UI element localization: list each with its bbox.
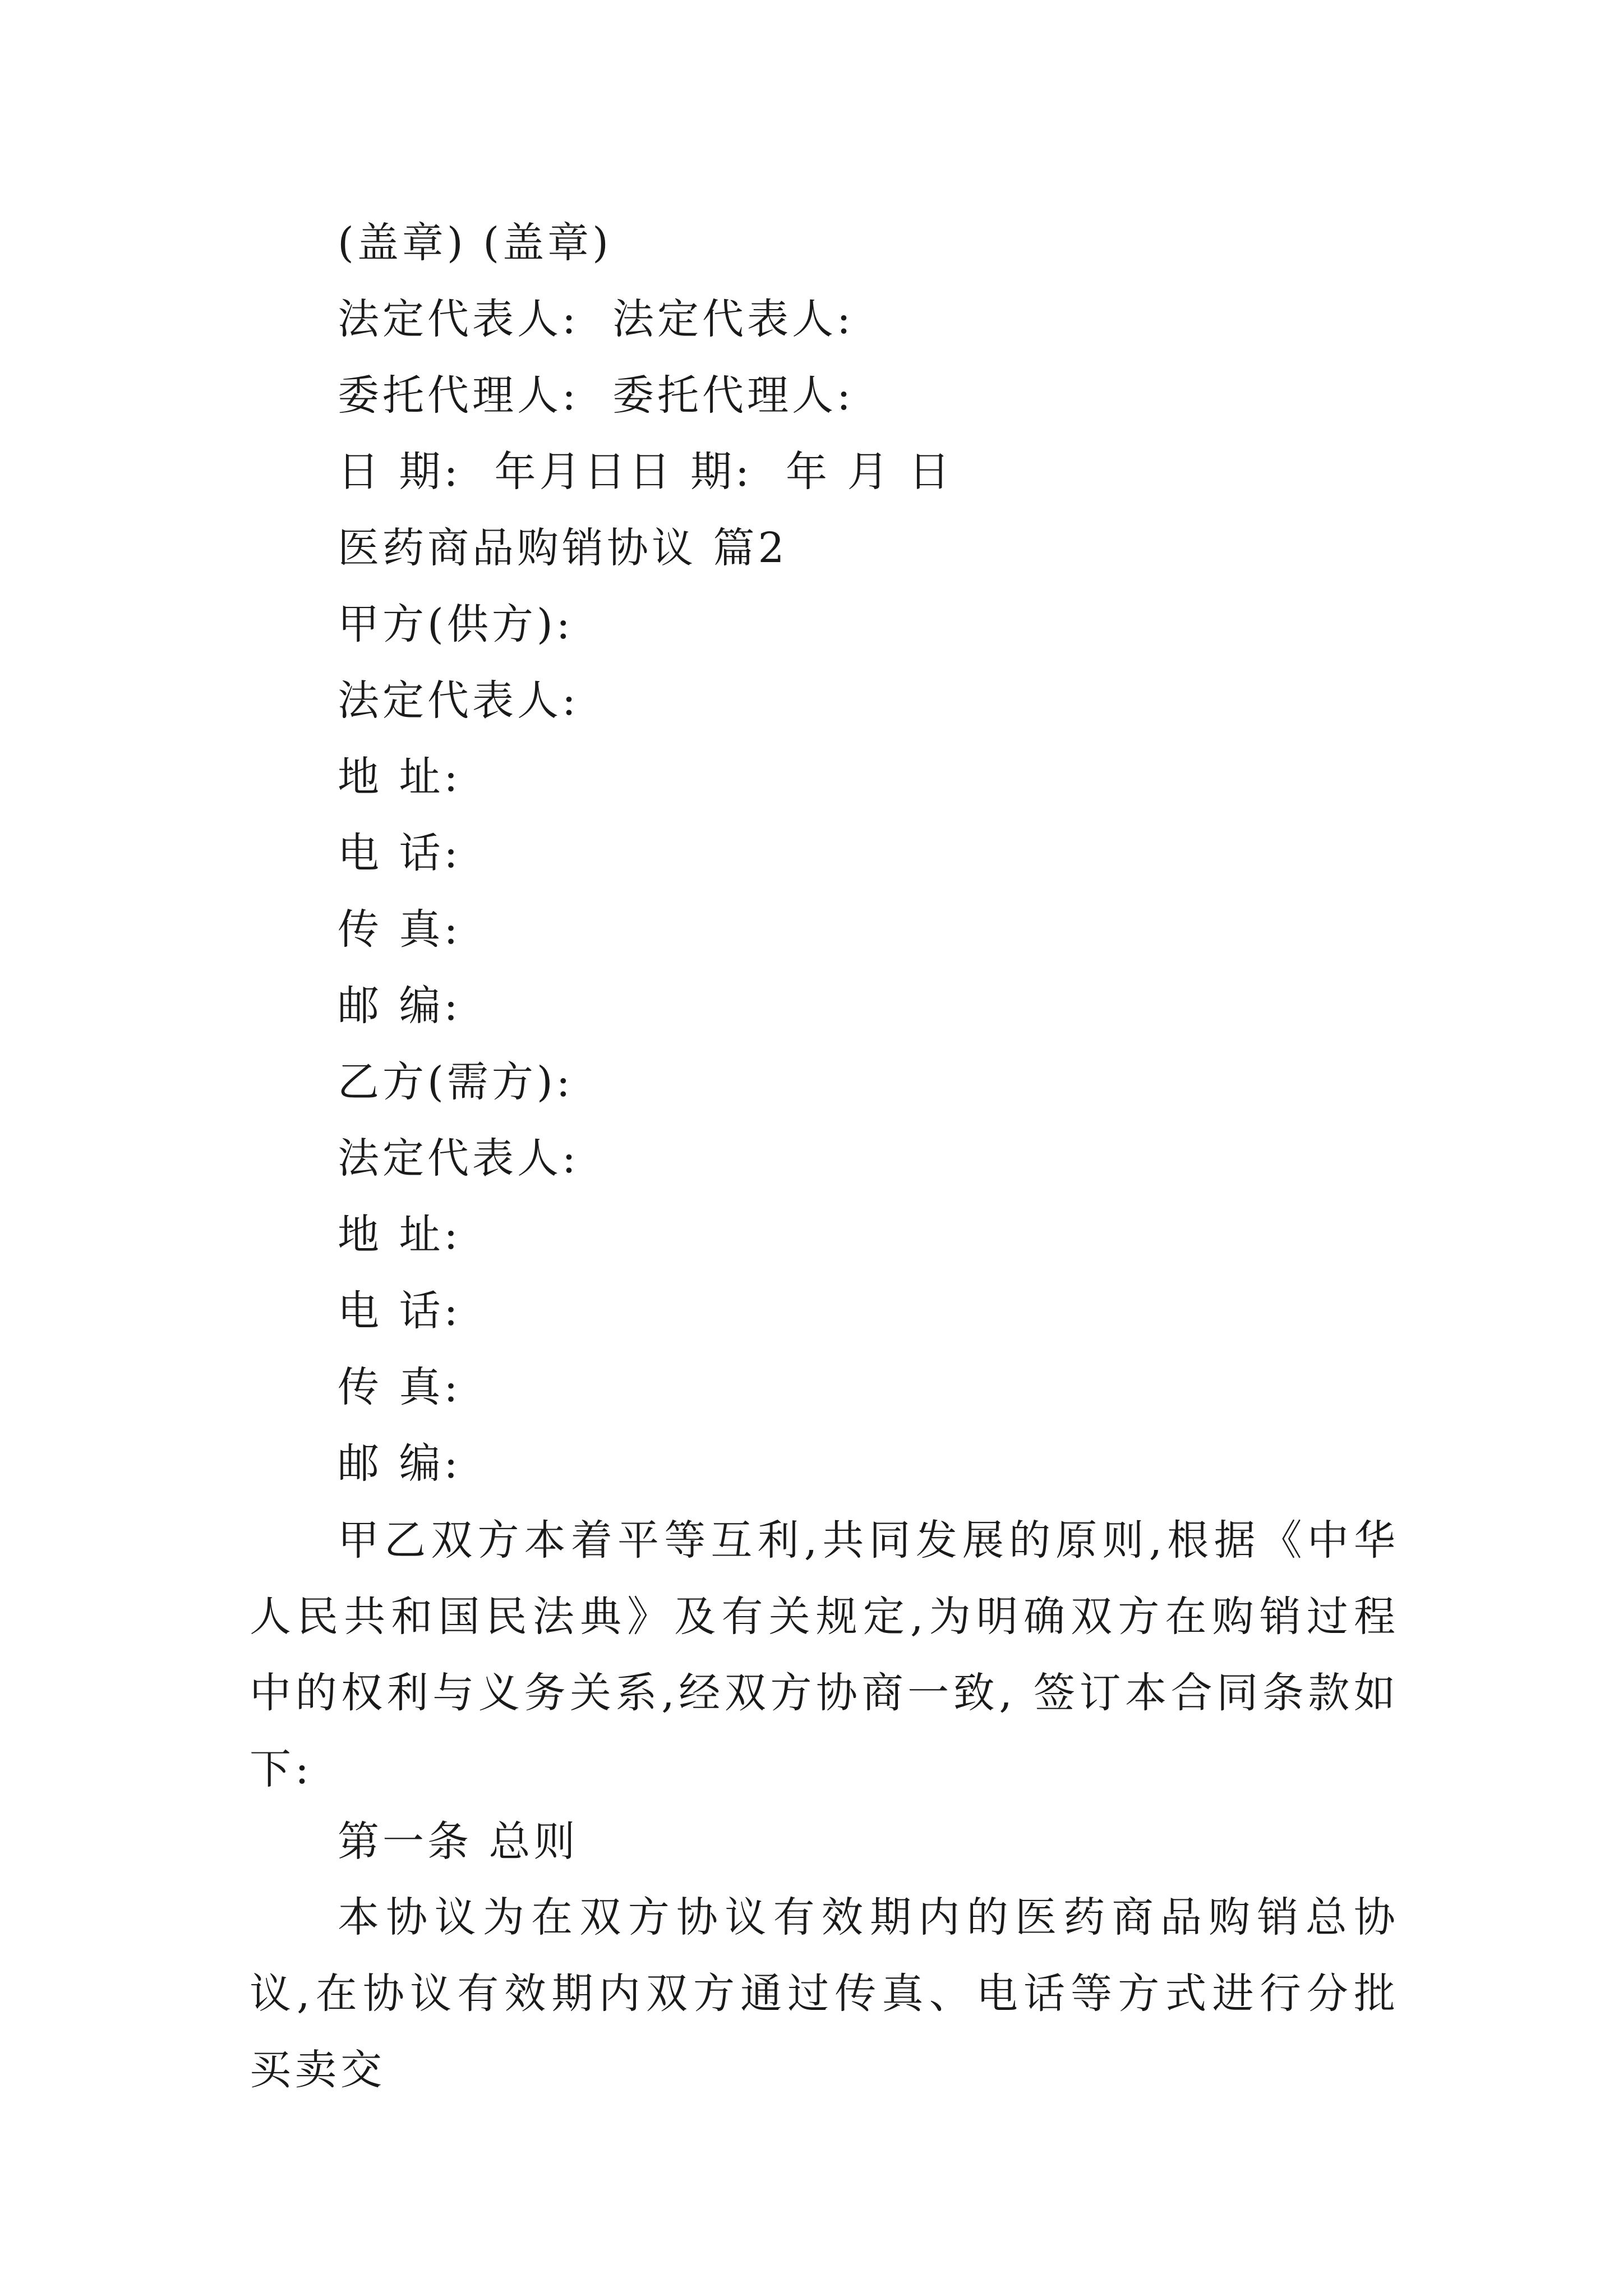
party-b-phone: 电 话: — [338, 1287, 462, 1335]
party-b-postcode: 邮 编: — [338, 1439, 462, 1488]
article-1-heading: 第一条 总则 — [338, 1818, 579, 1866]
party-a-address: 地 址: — [338, 753, 462, 801]
party-b-address: 地 址: — [338, 1211, 462, 1259]
party-a-postcode: 邮 编: — [338, 982, 462, 1030]
party-b-fax: 传 真: — [338, 1363, 462, 1411]
section-title: 医药商品购销协议 篇2 — [338, 524, 788, 572]
date-signature-line: 日 期: 年月日日 期: 年 月 日 — [338, 448, 954, 496]
party-a-phone: 电 话: — [338, 829, 462, 877]
party-a-label: 甲方(供方): — [338, 600, 574, 648]
seal-line: (盖章) (盖章) — [338, 219, 612, 267]
intro-paragraph: 甲乙双方本着平等互利,共同发展的原则,根据《中华人民共和国民法典》及有关规定,为明确双方在购销过程中的权利与义务关系,经双方协商一致, 签订本合同条款如下: — [250, 1516, 1399, 1793]
party-b-legal-representative: 法定代表人: — [338, 1134, 579, 1182]
article-1-paragraph: 本协议为在双方协议有效期内的医药商品购销总协议,在协议有效期内双方通过传真、电话等方式进行分批买卖交 — [250, 1893, 1399, 2094]
authorized-agent-signature-line: 委托代理人: 委托代理人: — [338, 371, 854, 420]
legal-representative-signature-line: 法定代表人: 法定代表人: — [338, 295, 854, 343]
party-a-fax: 传 真: — [338, 905, 462, 954]
party-a-legal-representative: 法定代表人: — [338, 677, 579, 725]
party-b-label: 乙方(需方): — [338, 1058, 574, 1106]
